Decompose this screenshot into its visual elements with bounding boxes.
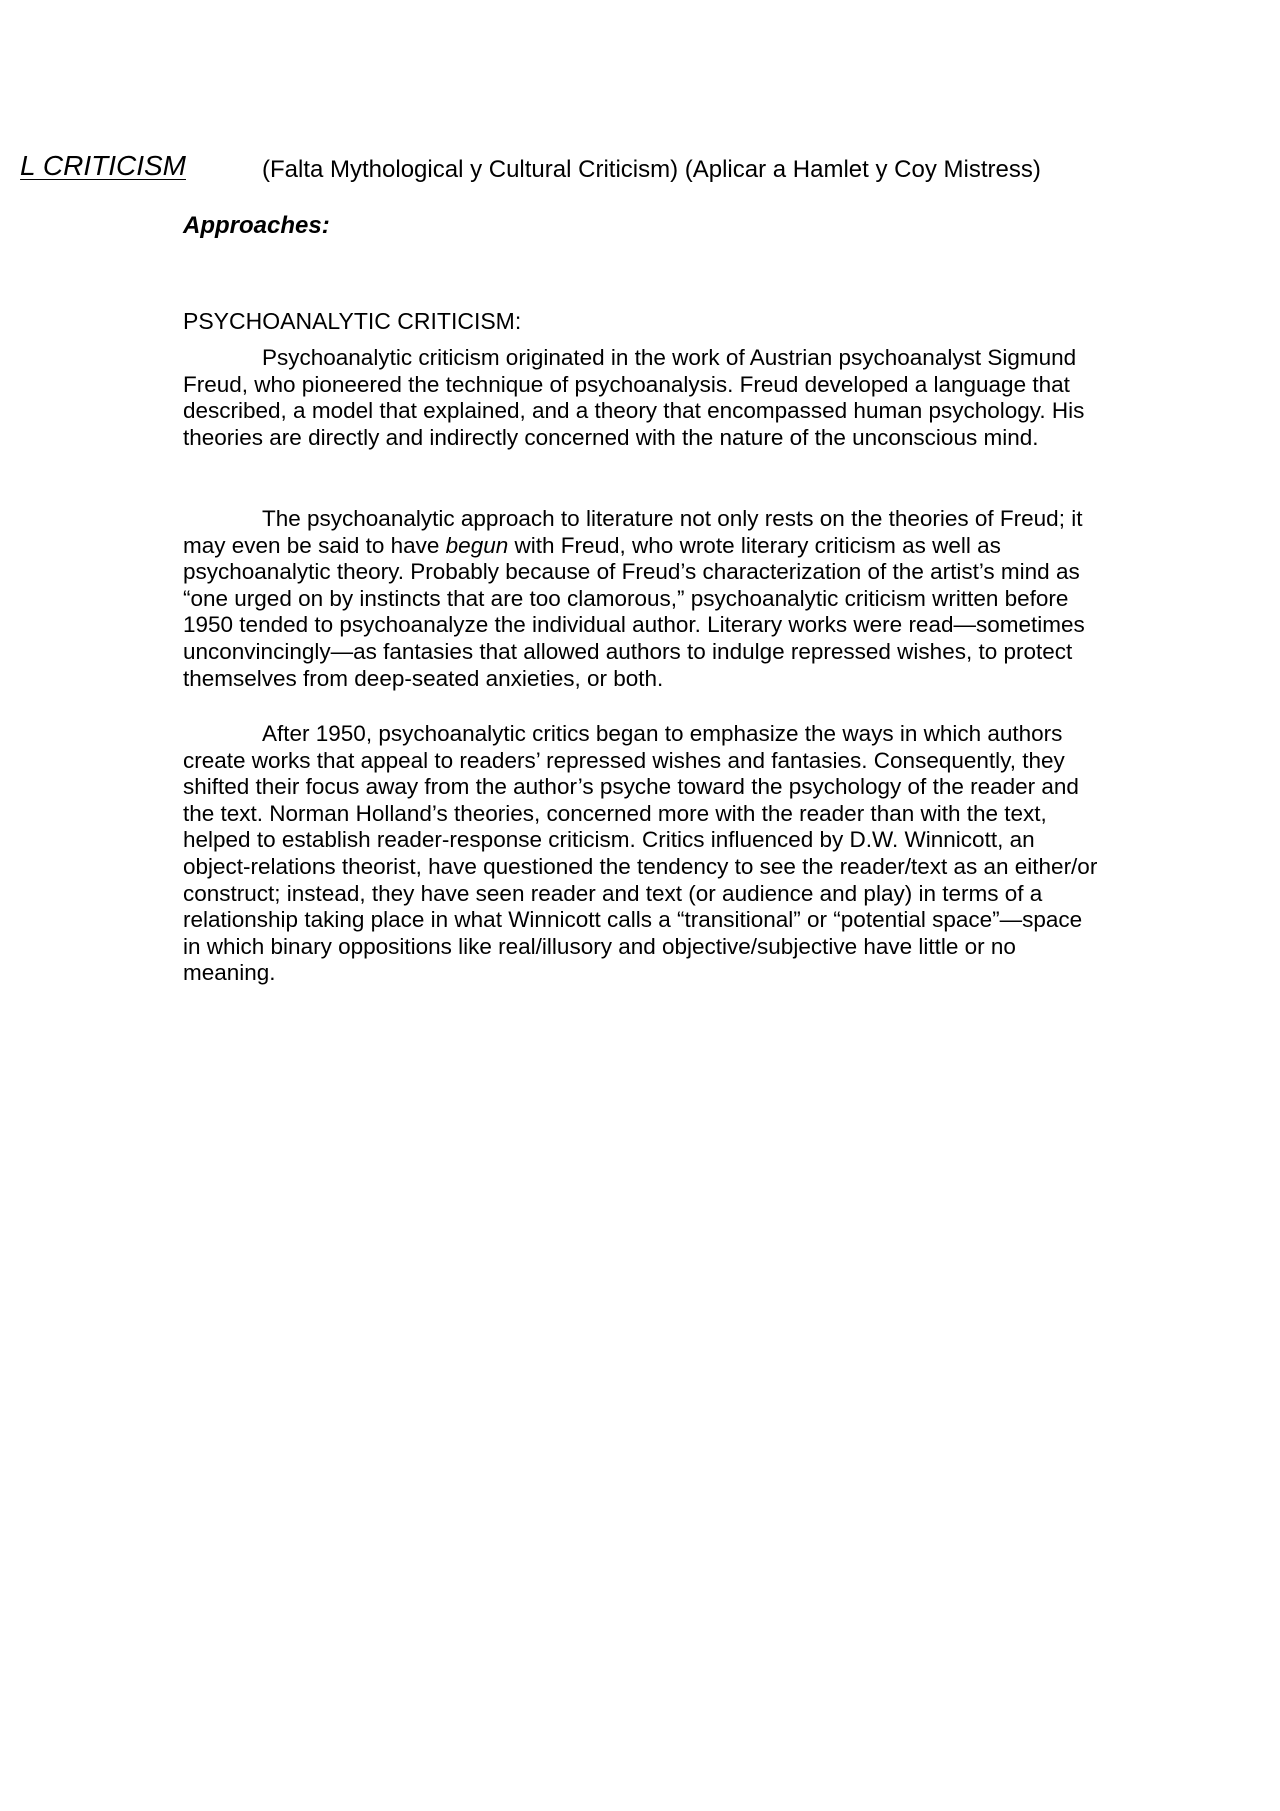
paragraph-3: After 1950, psychoanalytic critics began to emphasize the ways in which authors create works that appeal to readers’ repressed wishes and fantasies. Consequently, they shifted their focus away from the author’s psyche toward the psychology of the reader and the text. Norman Holland’s theories, concerned more with the reader than with the text, helped to establish reader-response criticism. Critics influenced by D.W. Winnicott, an object-relations theorist, have questioned the tendency to see the reader/text as an either/or construct; instead, they have seen reader and text (or audience and play) in terms of a relationship taking place in what Winnicott calls a “transitional” or “potential space”—space in which binary oppositions like real/illusory and objective/subjective have little or no meaning.: [183, 721, 1098, 986]
section-title: PSYCHOANALYTIC CRITICISM:: [183, 308, 522, 334]
approaches-label: Approaches:: [183, 212, 330, 239]
paragraph-2-text-b: with Freud, who wrote literary criticism as well as psychoanalytic theory. Probably because of Freud’s characterization of the artist’s mind as “one urged on by instincts that are too clamorous,” psychoanalytic criticism written before 1950 tended to psychoanalyze the individual author. Literary works were read—sometimes unconvincingly—as fantasies that allowed authors to indulge repressed wishes, to protect themselves from deep-seated anxieties, or both.: [183, 532, 1085, 691]
page-heading-clip: [0, 140, 186, 190]
header-note: (Falta Mythological y Cultural Criticism) (Aplicar a Hamlet y Coy Mistress): [262, 156, 1041, 183]
paragraph-2: [183, 506, 1103, 692]
page-heading: L CRITICISM: [20, 150, 186, 181]
paragraph-1: Psychoanalytic criticism originated in the work of Austrian psychoanalyst Sigmund Freud, who pioneered the technique of psychoanalysis. Freud developed a language that described, a model that explained, and a theory that encompassed human psychology. His theories are directly and indirectly concerned with the nature of the unconscious mind.: [183, 345, 1085, 450]
paragraph-2-italic-word: begun: [445, 532, 509, 558]
paragraph-2-text-a: The psychoanalytic approach to literature not only rests on the theories of Freud; it may even be said to have: [183, 506, 1083, 558]
